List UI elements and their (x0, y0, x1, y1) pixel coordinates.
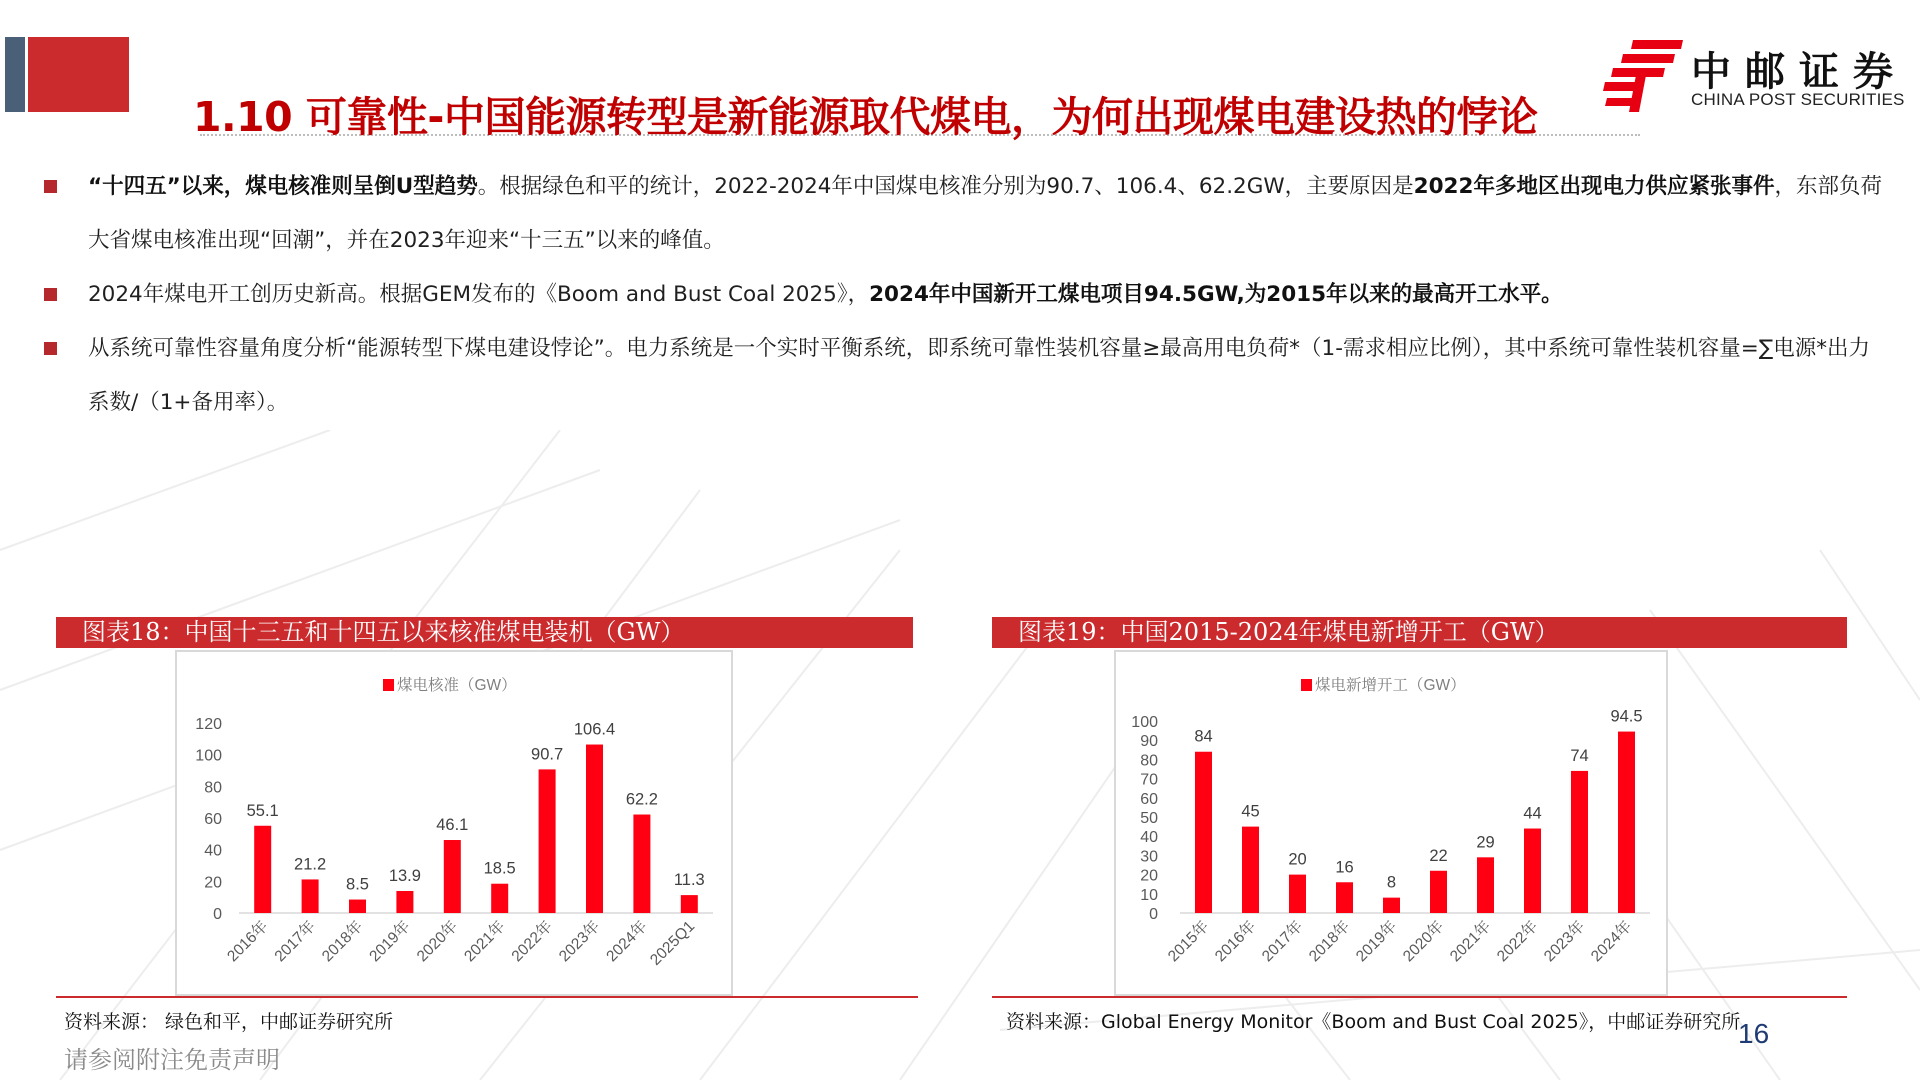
svg-text:120: 120 (195, 716, 222, 733)
x-tick-label: 2024年 (1587, 917, 1636, 966)
bar (254, 826, 271, 913)
bar (349, 900, 366, 913)
x-tick-label: 2018年 (1305, 917, 1354, 966)
data-label: 11.3 (673, 871, 705, 890)
svg-text:50: 50 (1140, 810, 1158, 827)
chart-19-source: 资料来源：Global Energy Monitor《Boom and Bust Coal 2025》，中邮证券研究所 (1006, 1011, 1741, 1033)
data-label: 29 (1476, 833, 1495, 852)
bar (491, 884, 508, 913)
data-label: 45 (1241, 802, 1260, 821)
bullet-item-1 (44, 160, 1884, 268)
svg-text:100: 100 (195, 747, 222, 765)
x-tick-label: 2019年 (366, 917, 414, 966)
x-tick-label: 2019年 (1352, 917, 1401, 966)
bars (1164, 708, 1643, 966)
bullet-3-text: 从系统可靠性容量角度分析“能源转型下煤电建设悖论”。电力系统是一个实时平衡系统，即系统可靠性装机容量≥最高用电负荷*（1-需求相应比例），其中系统可靠性装机容量=∑电源*出力系数/（1+备用率）。 (88, 336, 1870, 415)
chart-19 (1114, 650, 1668, 996)
page-title: 1.10 可靠性-中国能源转型是新能源取代煤电，为何出现煤电建设热的悖论 (193, 93, 1538, 141)
x-tick-label: 2017年 (271, 917, 319, 966)
bar (1289, 875, 1306, 913)
x-tick-label: 2017年 (1258, 917, 1307, 966)
disclaimer: 请参阅附注免责声明 (64, 1046, 280, 1074)
x-tick-label: 2021年 (461, 917, 509, 966)
chart-18 (175, 650, 733, 996)
x-tick-label: 2022年 (1493, 917, 1542, 966)
data-label: 106.4 (573, 720, 616, 739)
data-label: 90.7 (531, 745, 564, 764)
y-axis (1131, 714, 1158, 923)
svg-text:20: 20 (204, 874, 222, 892)
page-number: 16 (1738, 1018, 1770, 1049)
chart-18-divider (56, 996, 918, 998)
y-axis (195, 716, 222, 923)
svg-text:40: 40 (204, 842, 222, 860)
x-tick-label: 2022年 (508, 917, 556, 966)
x-tick-label: 2025Q1 (647, 917, 699, 969)
bar (302, 879, 319, 913)
bar (1242, 827, 1259, 913)
svg-text:80: 80 (204, 779, 222, 797)
bullet-square-icon (44, 342, 57, 355)
x-tick-label: 2023年 (555, 917, 604, 966)
chart-19-header: 图表19：中国2015-2024年煤电新增开工（GW） (992, 617, 1847, 648)
svg-text:60: 60 (204, 811, 222, 828)
data-label: 20 (1288, 850, 1307, 869)
data-label: 74 (1570, 746, 1589, 765)
chart-18-header: 图表18：中国十三五和十四五以来核准煤电装机（GW） (56, 617, 913, 648)
data-label: 8.5 (346, 875, 369, 894)
x-tick-label: 2016年 (224, 917, 272, 966)
company-logo (1603, 40, 1907, 120)
bullet-list (44, 160, 1884, 430)
bullet-item-3 (44, 322, 1884, 430)
x-tick-label: 2024年 (603, 917, 651, 966)
data-label: 55.1 (246, 801, 279, 820)
bullet-square-icon (44, 180, 57, 193)
bullet-2-bold-emphasis: 2024年中国新开工煤电项目94.5GW,为2015年以来的最高开工水平。 (869, 282, 1563, 307)
data-label: 46.1 (436, 816, 469, 835)
bar (1618, 732, 1635, 913)
bullet-1-text-end: ，东部负荷大省煤电核准出现“回潮”，并在2023年迎来“十三五”以来的峰值。 (88, 174, 1882, 253)
data-label: 44 (1523, 804, 1542, 823)
svg-text:0: 0 (213, 906, 222, 923)
x-tick-label: 2023年 (1540, 917, 1589, 966)
svg-text:90: 90 (1140, 733, 1158, 751)
bar (633, 815, 650, 913)
bar (1477, 857, 1494, 913)
svg-text:70: 70 (1140, 771, 1158, 789)
x-tick-label: 2016年 (1211, 917, 1260, 966)
bar (396, 891, 413, 913)
data-label: 13.9 (388, 866, 421, 885)
data-label: 94.5 (1610, 707, 1643, 726)
bullet-1-bold-lead: “十四五”以来，煤电核准则呈倒U型趋势 (88, 174, 478, 199)
x-tick-label: 2015年 (1164, 917, 1213, 966)
svg-text:100: 100 (1131, 714, 1158, 731)
svg-text:80: 80 (1140, 752, 1158, 770)
svg-text:30: 30 (1140, 848, 1158, 866)
bar (1195, 752, 1212, 913)
x-tick-label: 2018年 (318, 917, 367, 966)
svg-text:0: 0 (1149, 906, 1158, 923)
data-label: 16 (1335, 858, 1354, 877)
bullet-1-text: 。根据绿色和平的统计，2022-2024年中国煤电核准分别为90.7、106.4、62.2GW，主要原因是 (477, 174, 1414, 199)
bar (1524, 829, 1541, 913)
bullet-2-text: 2024年煤电开工创历史新高。根据GEM发布的《Boom and Bust Coal 2025》， (88, 282, 870, 307)
legend-swatch-icon (383, 679, 394, 691)
chart-18-plot (177, 652, 731, 994)
bullet-item-2 (44, 268, 1884, 322)
svg-text:10: 10 (1140, 886, 1158, 904)
bullet-square-icon (44, 288, 57, 301)
logo-english-name: CHINA POST SECURITIES (1691, 90, 1905, 109)
bar (539, 769, 556, 913)
header-accent-red (28, 37, 129, 112)
data-label: 18.5 (483, 859, 516, 878)
logo-chinese-name: 中邮证券 (1691, 49, 1907, 95)
bar (681, 895, 698, 913)
bar (444, 840, 461, 913)
chart-19-divider (992, 996, 1847, 998)
svg-text:20: 20 (1140, 867, 1158, 885)
svg-text:40: 40 (1140, 829, 1158, 847)
svg-text:60: 60 (1140, 790, 1158, 808)
china-post-logo-icon (1603, 40, 1683, 112)
data-label: 22 (1429, 846, 1448, 865)
x-tick-label: 2020年 (1399, 917, 1448, 966)
x-tick-label: 2020年 (413, 917, 462, 966)
chart-19-plot (1116, 652, 1666, 994)
bars (223, 721, 705, 969)
header-accent-blue (5, 37, 25, 112)
bar (586, 745, 603, 913)
chart-legend (1301, 676, 1466, 694)
bar (1383, 898, 1400, 913)
chart-18-source: 资料来源： 绿色和平，中邮证券研究所 (64, 1011, 394, 1033)
legend-swatch-icon (1301, 679, 1312, 691)
svg-text:煤电核准（GW）: 煤电核准（GW） (397, 677, 517, 694)
data-label: 62.2 (625, 790, 658, 809)
bar (1571, 771, 1588, 913)
svg-text:煤电新增开工（GW）: 煤电新增开工（GW） (1315, 677, 1466, 694)
chart-legend (383, 676, 517, 694)
x-tick-label: 2021年 (1446, 917, 1495, 966)
data-label: 84 (1194, 727, 1213, 746)
bullet-1-bold-emphasis: 2022年多地区出现电力供应紧张事件 (1413, 174, 1775, 199)
bar (1430, 871, 1447, 913)
bar (1336, 882, 1353, 913)
data-label: 8 (1386, 873, 1397, 892)
data-label: 21.2 (294, 855, 327, 874)
